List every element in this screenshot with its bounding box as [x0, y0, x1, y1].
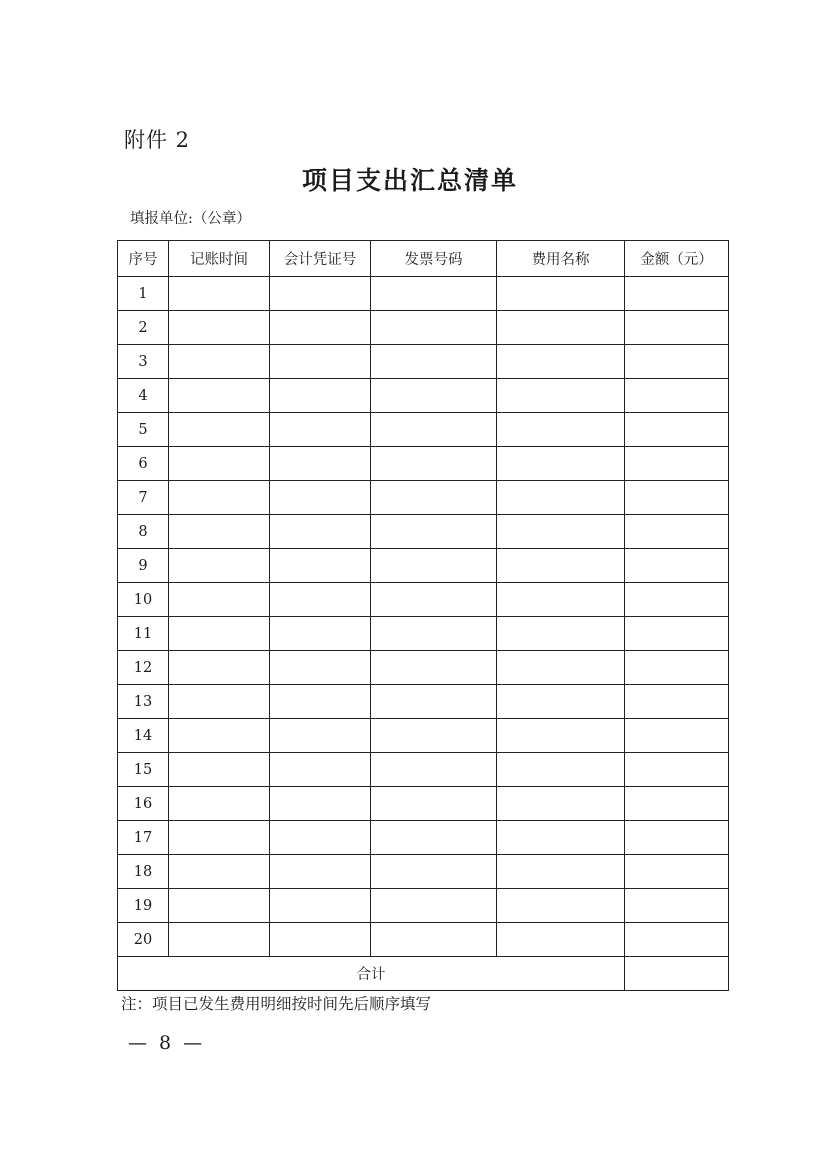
row-serial-number: 15 — [118, 753, 169, 787]
voucher-number-cell[interactable] — [270, 583, 371, 617]
expense-name-cell[interactable] — [497, 379, 625, 413]
table-row — [118, 685, 729, 719]
amount-cell[interactable] — [625, 685, 729, 719]
posting-time-cell[interactable] — [169, 719, 270, 753]
voucher-number-cell[interactable] — [270, 821, 371, 855]
amount-cell[interactable] — [625, 515, 729, 549]
invoice-number-cell[interactable] — [371, 685, 497, 719]
row-serial-number: 7 — [118, 481, 169, 515]
row-serial-number: 14 — [118, 719, 169, 753]
row-serial-number: 10 — [118, 583, 169, 617]
expense-name-cell[interactable] — [497, 345, 625, 379]
expense-name-cell[interactable] — [497, 311, 625, 345]
row-serial-number: 11 — [118, 617, 169, 651]
invoice-number-cell[interactable] — [371, 549, 497, 583]
expense-name-cell[interactable] — [497, 277, 625, 311]
header-invoice-number: 发票号码 — [371, 241, 497, 277]
amount-cell[interactable] — [625, 481, 729, 515]
table-row — [118, 855, 729, 889]
expense-name-cell[interactable] — [497, 719, 625, 753]
table-row — [118, 753, 729, 787]
header-serial-number: 序号 — [118, 241, 169, 277]
table-row — [118, 413, 729, 447]
posting-time-cell[interactable] — [169, 923, 270, 957]
expense-name-cell[interactable] — [497, 515, 625, 549]
posting-time-cell[interactable] — [169, 311, 270, 345]
row-serial-number: 16 — [118, 787, 169, 821]
amount-cell[interactable] — [625, 651, 729, 685]
posting-time-cell[interactable] — [169, 889, 270, 923]
table-row — [118, 549, 729, 583]
amount-cell[interactable] — [625, 549, 729, 583]
voucher-number-cell[interactable] — [270, 855, 371, 889]
total-row — [118, 957, 729, 991]
expense-name-cell[interactable] — [497, 923, 625, 957]
table-row — [118, 651, 729, 685]
posting-time-cell[interactable] — [169, 447, 270, 481]
table-row — [118, 617, 729, 651]
posting-time-cell[interactable] — [169, 549, 270, 583]
expense-summary-table — [117, 240, 729, 991]
header-posting-time: 记账时间 — [169, 241, 270, 277]
invoice-number-cell[interactable] — [371, 515, 497, 549]
amount-cell[interactable] — [625, 617, 729, 651]
invoice-number-cell[interactable] — [371, 277, 497, 311]
table-row — [118, 923, 729, 957]
table-row — [118, 821, 729, 855]
posting-time-cell[interactable] — [169, 515, 270, 549]
voucher-number-cell[interactable] — [270, 379, 371, 413]
header-amount: 金额（元） — [625, 241, 729, 277]
posting-time-cell[interactable] — [169, 481, 270, 515]
amount-cell[interactable] — [625, 821, 729, 855]
amount-cell[interactable] — [625, 311, 729, 345]
amount-cell[interactable] — [625, 583, 729, 617]
expense-name-cell[interactable] — [497, 753, 625, 787]
invoice-number-cell[interactable] — [371, 617, 497, 651]
row-serial-number: 19 — [118, 889, 169, 923]
voucher-number-cell[interactable] — [270, 753, 371, 787]
reporting-unit-label: 填报单位:（公章） — [130, 211, 251, 227]
voucher-number-cell[interactable] — [270, 481, 371, 515]
table-row — [118, 447, 729, 481]
invoice-number-cell[interactable] — [371, 345, 497, 379]
invoice-number-cell[interactable] — [371, 413, 497, 447]
invoice-number-cell[interactable] — [371, 311, 497, 345]
voucher-number-cell[interactable] — [270, 277, 371, 311]
expense-name-cell[interactable] — [497, 685, 625, 719]
page-title: 项目支出汇总清单 — [301, 166, 518, 195]
table-header-row — [118, 241, 729, 277]
table-row — [118, 719, 729, 753]
amount-cell[interactable] — [625, 413, 729, 447]
amount-cell[interactable] — [625, 889, 729, 923]
amount-cell[interactable] — [625, 447, 729, 481]
voucher-number-cell[interactable] — [270, 889, 371, 923]
table-row — [118, 379, 729, 413]
invoice-number-cell[interactable] — [371, 583, 497, 617]
table-row — [118, 311, 729, 345]
invoice-number-cell[interactable] — [371, 719, 497, 753]
row-serial-number: 13 — [118, 685, 169, 719]
expense-name-cell[interactable] — [497, 447, 625, 481]
expense-name-cell[interactable] — [497, 617, 625, 651]
posting-time-cell[interactable] — [169, 583, 270, 617]
row-serial-number: 12 — [118, 651, 169, 685]
posting-time-cell[interactable] — [169, 787, 270, 821]
posting-time-cell[interactable] — [169, 821, 270, 855]
total-label: 合计 — [118, 957, 625, 991]
table-row — [118, 345, 729, 379]
invoice-number-cell[interactable] — [371, 787, 497, 821]
posting-time-cell[interactable] — [169, 345, 270, 379]
voucher-number-cell[interactable] — [270, 447, 371, 481]
amount-cell[interactable] — [625, 719, 729, 753]
voucher-number-cell[interactable] — [270, 311, 371, 345]
row-serial-number: 17 — [118, 821, 169, 855]
posting-time-cell[interactable] — [169, 277, 270, 311]
invoice-number-cell[interactable] — [371, 481, 497, 515]
header-expense-name: 费用名称 — [497, 241, 625, 277]
row-serial-number: 2 — [118, 311, 169, 345]
total-amount-cell[interactable] — [625, 957, 729, 991]
invoice-number-cell[interactable] — [371, 855, 497, 889]
voucher-number-cell[interactable] — [270, 549, 371, 583]
footnote: 注：项目已发生费用明细按时间先后顺序填写 — [121, 995, 432, 1013]
table-body — [118, 277, 729, 957]
row-serial-number: 6 — [118, 447, 169, 481]
amount-cell[interactable] — [625, 379, 729, 413]
amount-cell[interactable] — [625, 345, 729, 379]
invoice-number-cell[interactable] — [371, 447, 497, 481]
expense-name-cell[interactable] — [497, 583, 625, 617]
invoice-number-cell[interactable] — [371, 753, 497, 787]
row-serial-number: 9 — [118, 549, 169, 583]
row-serial-number: 1 — [118, 277, 169, 311]
invoice-number-cell[interactable] — [371, 889, 497, 923]
amount-cell[interactable] — [625, 753, 729, 787]
posting-time-cell[interactable] — [169, 855, 270, 889]
page-number: — 8 — — [128, 1032, 206, 1054]
amount-cell[interactable] — [625, 277, 729, 311]
invoice-number-cell[interactable] — [371, 651, 497, 685]
invoice-number-cell[interactable] — [371, 379, 497, 413]
row-serial-number: 4 — [118, 379, 169, 413]
voucher-number-cell[interactable] — [270, 515, 371, 549]
posting-time-cell[interactable] — [169, 685, 270, 719]
invoice-number-cell[interactable] — [371, 821, 497, 855]
expense-name-cell[interactable] — [497, 855, 625, 889]
expense-name-cell[interactable] — [497, 651, 625, 685]
voucher-number-cell[interactable] — [270, 617, 371, 651]
attachment-label: 附件 2 — [124, 128, 191, 152]
table-row — [118, 889, 729, 923]
amount-cell[interactable] — [625, 855, 729, 889]
row-serial-number: 18 — [118, 855, 169, 889]
invoice-number-cell[interactable] — [371, 923, 497, 957]
voucher-number-cell[interactable] — [270, 923, 371, 957]
amount-cell[interactable] — [625, 787, 729, 821]
posting-time-cell[interactable] — [169, 617, 270, 651]
header-voucher-number: 会计凭证号 — [270, 241, 371, 277]
table-row — [118, 481, 729, 515]
expense-name-cell[interactable] — [497, 549, 625, 583]
expense-name-cell[interactable] — [497, 821, 625, 855]
expense-name-cell[interactable] — [497, 889, 625, 923]
expense-name-cell[interactable] — [497, 481, 625, 515]
posting-time-cell[interactable] — [169, 651, 270, 685]
table-row — [118, 583, 729, 617]
table-row — [118, 277, 729, 311]
posting-time-cell[interactable] — [169, 379, 270, 413]
voucher-number-cell[interactable] — [270, 685, 371, 719]
row-serial-number: 8 — [118, 515, 169, 549]
expense-name-cell[interactable] — [497, 413, 625, 447]
voucher-number-cell[interactable] — [270, 345, 371, 379]
table-row — [118, 515, 729, 549]
expense-name-cell[interactable] — [497, 787, 625, 821]
amount-cell[interactable] — [625, 923, 729, 957]
row-serial-number: 5 — [118, 413, 169, 447]
posting-time-cell[interactable] — [169, 413, 270, 447]
posting-time-cell[interactable] — [169, 753, 270, 787]
voucher-number-cell[interactable] — [270, 413, 371, 447]
voucher-number-cell[interactable] — [270, 719, 371, 753]
row-serial-number: 3 — [118, 345, 169, 379]
table-row — [118, 787, 729, 821]
row-serial-number: 20 — [118, 923, 169, 957]
voucher-number-cell[interactable] — [270, 787, 371, 821]
voucher-number-cell[interactable] — [270, 651, 371, 685]
